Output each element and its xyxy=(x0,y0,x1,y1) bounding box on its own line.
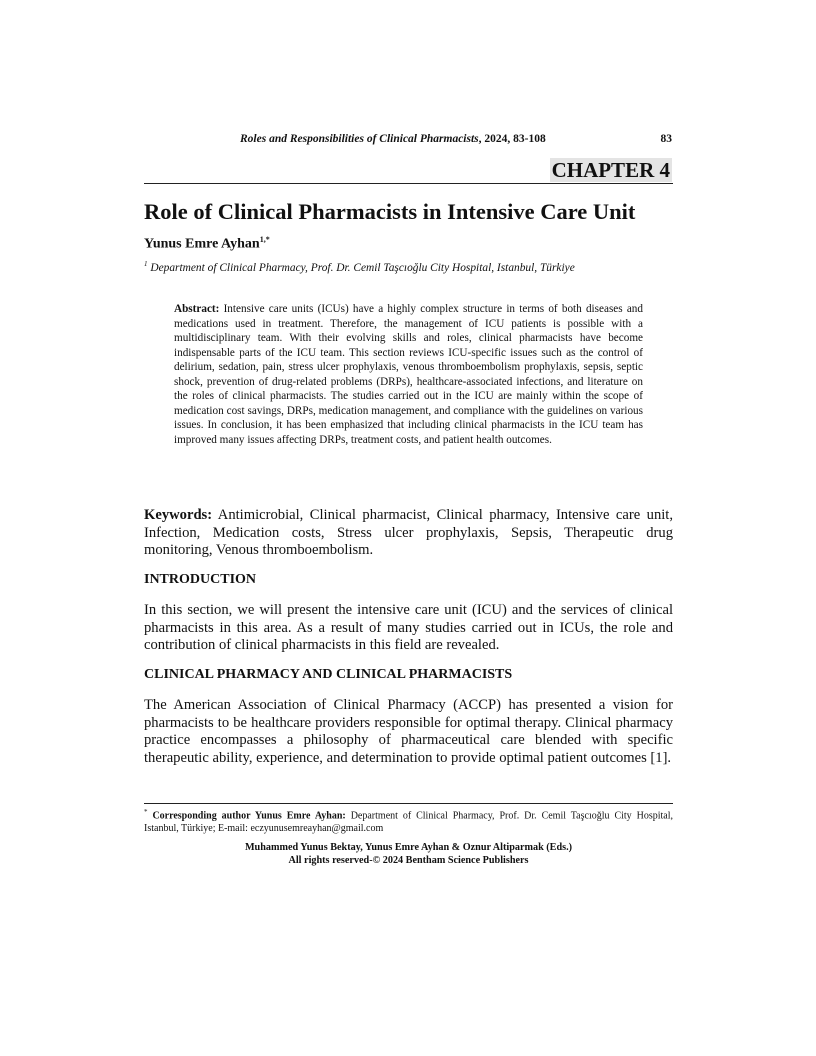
affiliation xyxy=(144,260,575,274)
clinical-pharmacy-heading: CLINICAL PHARMACY AND CLINICAL PHARMACISTS xyxy=(144,667,513,682)
imprint xyxy=(144,842,673,867)
abstract-label: Abstract: xyxy=(174,303,220,315)
author-marks: 1,* xyxy=(259,235,270,244)
affiliation-mark: 1 xyxy=(144,260,148,268)
footnote-label: Corresponding author Yunus Emre Ayhan: xyxy=(152,810,346,822)
introduction-paragraph: In this section, we will present the intensive care unit (ICU) and the services of clinical pharmacists in this area. As a result of many studies carried out in ICUs, the role and contribution of clinical pharmacists in this field are revealed. xyxy=(144,602,673,654)
author-name: Yunus Emre Ayhan xyxy=(144,236,260,252)
keywords-text: Antimicrobial, Clinical pharmacist, Clinical pharmacy, Intensive care unit, Infection, Medication costs, Stress ulcer prophylaxis, Sepsis, Therapeutic drug monitoring, Venous thromboembolism. xyxy=(144,507,674,558)
affiliation-text: Department of Clinical Pharmacy, Prof. Dr. Cemil Taşcıoğlu City Hospital, Istanbul, Türkiye xyxy=(150,261,575,274)
chapter-rule xyxy=(144,183,673,184)
footnote-mark: * xyxy=(144,808,148,816)
journal-citation: Roles and Responsibilities of Clinical Pharmacists, 2024, 83-108 xyxy=(240,133,546,145)
imprint-editors: Muhammed Yunus Bektay, Yunus Emre Ayhan & Oznur Altiparmak (Eds.) xyxy=(244,842,573,853)
chapter-label: CHAPTER 4 xyxy=(551,158,670,182)
author-line xyxy=(144,235,270,253)
page-number: 83 xyxy=(660,133,672,145)
footnote xyxy=(144,806,673,835)
footnote-text: Department of Clinical Pharmacy, Prof. Dr. Cemil Taşcıoğlu City Hospital, Istanbul, Türkiye; E-mail: eczyunusemreayhan@gmail.com xyxy=(144,810,673,834)
introduction-heading: INTRODUCTION xyxy=(144,572,257,587)
footnote-rule xyxy=(144,803,673,804)
imprint-rights: All rights reserved-© 2024 Bentham Science Publishers xyxy=(288,854,529,866)
clinical-pharmacy-paragraph: The American Association of Clinical Pharmacy (ACCP) has presented a vision for pharmacists to be healthcare providers responsible for optimal therapy. Clinical pharmacy practice encompasses a philosophy of pharmaceutical care blended with specific therapeutic ability, experience, and determination to provide optimal patient outcomes [1]. xyxy=(144,697,673,766)
keywords-label: Keywords: xyxy=(144,507,213,523)
abstract xyxy=(174,302,643,447)
chapter-title: Role of Clinical Pharmacists in Intensive Care Unit xyxy=(144,199,636,224)
abstract-text: Intensive care units (ICUs) have a highly complex structure in terms of both diseases and medications used in treatment. Therefore, the management of ICU patients is possible with a multidisciplinary team. With their evolving skills and roles, clinical pharmacists have become indispensable parts of the ICU team. This section reviews ICU-specific issues such as the control of delirium, sedation, pain, stress ulcer prophylaxis, venous thromboembolism prophylaxis, sepsis, septic shock, prevention of drug-related problems (DRPs), healthcare-associated infections, and literature on the roles of clinical pharmacists. The studies carried out in the ICU are mainly within the scope of medication cost savings, DRPs, medication management, and compliance with the guidelines on various issues. In conclusion, it has been emphasized that including clinical pharmacists in the ICU team has improved many issues affecting DRPs, treatment costs, and patient health outcomes. xyxy=(174,303,643,446)
keywords xyxy=(144,507,673,560)
